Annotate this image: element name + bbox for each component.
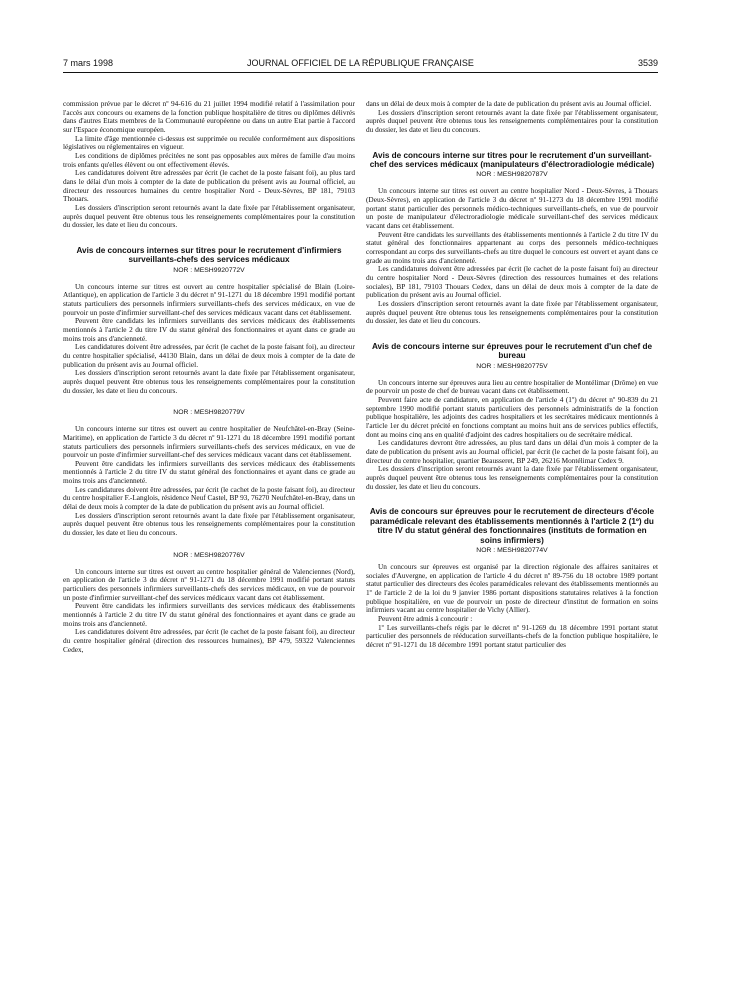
paragraph: dans un délai de deux mois à compter de la date de publication du présent avis au Journal officiel. bbox=[366, 99, 652, 108]
paragraph: Peuvent être candidats les infirmiers surveillants des services médicaux des établissements mentionnés à l'article 2 du titre IV du statut général des fonctionnaires et ayant dans ce grade au moins trois ans d'ancienneté. bbox=[63, 601, 355, 628]
paragraph: Les candidatures doivent être adressées, par écrit (le cachet de la poste faisant foi), au directeur du centre hospitalier spécialisé, 44130 Blain, dans un délai de deux mois à compter de la date de publication du présent avis au Journal officiel. bbox=[63, 342, 355, 369]
paragraph: commission prévue par le décret nº 94-616 du 21 juillet 1994 modifié relatif à l'assimilation pour l'accès aux concours ou examens de la fonction publique hospitalière de titres ou diplômes délivrés dans d'autres Etats membres de la Communauté européenne ou dans un autre Etat partie à l'accord sur l'Espace économique européen. bbox=[63, 99, 355, 134]
paragraph: Les dossiers d'inscription seront retournés avant la date fixée par l'établissement organisateur, auprès duquel peuvent être obtenus tous les renseignements complémentaires pour la constitution du dossier, les date et lieu du concours. bbox=[63, 202, 355, 230]
paragraph: Peuvent être candidats les surveillants des établissements mentionnés à l'article 2 du titre IV du statut général des fonctionnaires appartenant au corps des personnels médico-techniques correspondant au corps des surveillants-chefs au titre duquel le concours est ouvert et ayant dans ce grade au moins trois ans d'ancienneté. bbox=[366, 229, 658, 265]
paragraph: Les conditions de diplômes précitées ne sont pas opposables aux mères de famille d'au moins trois enfants qu'elles élèvent ou ont effectivement élevés. bbox=[63, 150, 355, 169]
nor-reference: NOR : MESH9820775V bbox=[476, 362, 548, 370]
journal-title: JOURNAL OFFICIEL DE LA RÉPUBLIQUE FRANÇAISE bbox=[247, 58, 474, 68]
paragraph: Un concours interne sur titres est ouvert au centre hospitalier spécialisé de Blain (Loire-Atlantique), en application de l'article 3 du décret nº 91-1271 du 18 décembre 1991 modifié portant statuts particuliers des personnels infirmiers surveillants-chefs des services médicaux, en vue de pourvoir un poste d'infirmier surveillant-chef des services médicaux vacant dans cet établissement. bbox=[63, 281, 355, 317]
header-date: 7 mars 1998 bbox=[63, 58, 114, 68]
paragraph: 1º Les surveillants-chefs régis par le décret nº 91-1269 du 18 décembre 1991 portant statut particulier des personnels de rééducation surveillants-chefs de la fonction publique hospitalière, le décret nº 91-1271 du 18 décembre 1991 portant statut particulier des bbox=[366, 622, 658, 649]
nor-reference: NOR : MESH9820779V bbox=[173, 409, 245, 417]
paragraph: Les dossiers d'inscription seront retournés avant la date fixée par l'établissement organisateur, auprès duquel peuvent être obtenus tous les renseignements complémentaires pour la constitution du dossier, les date et lieu du concours. bbox=[366, 107, 658, 134]
paragraph: Peuvent être admis à concourir : bbox=[378, 613, 473, 623]
paragraph: Un concours interne sur titres est ouvert au centre hospitalier général de Valenciennes (Nord), en application de l'article 3 du décret nº 91-1271 du 18 décembre 1991 modifié portant statuts particuliers des personnels infirmiers surveillants-chefs des services médicaux, en vue de pourvoir un poste d'infirmier surveillant-chef des services médicaux vacant dans cet établissement. bbox=[63, 566, 355, 602]
nor-reference: NOR : MESH9920772V bbox=[173, 266, 245, 274]
paragraph: Les candidatures doivent être adressées par écrit (le cachet de la poste faisant foi) au directeur du centre hospitalier Nord - Deux-Sèvres (direction des ressources humaines et des relations sociales), BP 181, 79103 Thouars Cedex, dans un délai de deux mois à compter de la date de publication du présent avis au Journal officiel. bbox=[366, 264, 658, 300]
paragraph: Un concours interne sur épreuves aura lieu au centre hospitalier de Montélimar (Drôme) en vue de pourvoir un poste de chef de bureau vacant dans cet établissement. bbox=[366, 377, 658, 396]
nor-reference: NOR : MESH9820787V bbox=[476, 171, 548, 179]
paragraph: Peuvent faire acte de candidature, en application de l'article 4 (1º) du décret nº 90-839 du 21 septembre 1990 modifié portant statuts particuliers des personnels administratifs de la fonction publique hospitalière, les adjoints des cadres hospitaliers et les secrétaires médicaux mentionnés à l'article 1er du décret précité en fonctions comptant au moins huit ans de services publics effectifs, dont au moins cinq ans en qualité d'adjoint des cadres hospitaliers ou de secrétaire médical. bbox=[366, 395, 658, 439]
nor-reference: NOR : MESH9820776V bbox=[173, 551, 245, 559]
notice-heading: Avis de concours interne sur épreuves pour le recrutement d'un chef de bureau bbox=[371, 341, 653, 361]
nor-reference: NOR : MESH9820774V bbox=[476, 546, 548, 554]
left-column bbox=[63, 100, 355, 654]
paragraph: Les candidatures doivent être adressées, par écrit (le cachet de la poste faisant foi), au directeur du centre hospitalier général (direction des ressources humaines), BP 479, 59322 Valenciennes Cedex, bbox=[63, 627, 355, 654]
header-rule bbox=[63, 72, 658, 73]
paragraph: Les dossiers d'inscription seront retournés avant la date fixée par l'établissement organisateur, auprès duquel peuvent être obtenus tous les renseignements complémentaires pour la constitution du dossier, les date et lieu du concours. bbox=[63, 368, 355, 395]
paragraph: Peuvent être candidats les infirmiers surveillants des services médicaux des établissements mentionnés à l'article 2 du titre IV du statut général des fonctionnaires et ayant dans ce grade au moins trois ans d'ancienneté. bbox=[63, 316, 355, 343]
paragraph: Un concours interne sur titres est ouvert au centre hospitalier de Neufchâtel-en-Bray (Seine-Maritime), en application de l'article 3 du décret nº 91-1271 du 18 décembre 1991 modifié portant statuts particuliers des personnels infirmiers surveillants-chefs des services médicaux, en vue de pourvoir un poste d'infirmier surveillant-chef des services médicaux vacant dans cet établissement. bbox=[63, 424, 355, 460]
paragraph: Les dossiers d'inscription seront retournés avant la date fixée par l'établissement organisateur, auprès duquel peuvent être obtenus tous les renseignements complémentaires pour la constitution du dossier, les date et lieu du concours. bbox=[366, 464, 658, 491]
paragraph: Un concours interne sur titres est ouvert au centre hospitalier Nord - Deux-Sèvres, à Thouars (Deux-Sèvres), en application de l'article 3 du décret nº 91-1273 du 18 décembre 1991 modifié portant statut particulier des personnels médico-techniques surveillants-chefs, en vue de pourvoir un poste de manipulateur d'électroradiologie médicale surveillant-chef des services médicaux vacant dans cet établissement. bbox=[366, 186, 658, 231]
paragraph: La limite d'âge mentionnée ci-dessus est supprimée ou reculée conformément aux dispositions législatives ou réglementaires en vigueur. bbox=[63, 133, 355, 152]
paragraph: Peuvent être candidats les infirmiers surveillants des services médicaux des établissements mentionnés à l'article 2 du titre IV du statut général des fonctionnaires et ayant dans ce grade au moins trois ans d'ancienneté. bbox=[63, 458, 355, 486]
right-column bbox=[366, 100, 658, 649]
paragraph: Les candidatures doivent être adressées par écrit (le cachet de la poste faisant foi), au plus tard dans le délai d'un mois à compter de la date de publication du présent avis au Journal officiel, au directeur des ressources humaines du centre hospitalier Nord - Deux-Sèvres, BP 181, 79103 Thouars. bbox=[63, 168, 355, 204]
notice-heading: Avis de concours interne sur titres pour le recrutement d'un surveillant-chef des services médicaux (manipulateurs d'électroradiologie médicale) bbox=[369, 150, 655, 170]
page-header bbox=[63, 58, 658, 70]
page-number: 3539 bbox=[637, 58, 658, 68]
notice-heading: Avis de concours sur épreuves pour le recrutement de directeurs d'école paramédicale relevant des établissements mentionnés à l'article 2 (1º) du titre IV du statut général des fonctionnaires (instituts de formation en soins infirmiers) bbox=[369, 507, 655, 545]
paragraph: Les candidatures doivent être adressées, par écrit (le cachet de la poste faisant foi), au directeur du centre hospitalier F.-Langlois, résidence Neuf Castel, BP 93, 76270 Neufchâtel-en-Bray, dans un délai de deux mois à compter de la date de publication du présent avis au Journal officiel. bbox=[63, 484, 355, 512]
paragraph: Les dossiers d'inscription seront retournés avant la date fixée par l'établissement organisateur, auprès duquel peuvent être obtenus tous les renseignements complémentaires pour la constitution du dossier, les date et lieu du concours. bbox=[366, 298, 658, 326]
paragraph: Les candidatures devront être adressées, au plus tard dans un délai d'un mois à compter de la date de publication du présent avis au Journal officiel, par écrit (le cachet de la poste faisant foi), au directeur du centre hospitalier, quartier Beausseret, BP 249, 26216 Montélimar Cedex 9. bbox=[366, 438, 658, 465]
paragraph: Les dossiers d'inscription seront retournés avant la date fixée par l'établissement organisateur, auprès duquel peuvent être obtenus tous les renseignements complémentaires pour la constitution du dossier, les date et lieu du concours. bbox=[63, 510, 355, 538]
paragraph: Un concours sur épreuves est organisé par la direction régionale des affaires sanitaires et sociales d'Auvergne, en application de l'article 4 du décret nº 89-756 du 18 octobre 1989 portant statut particulier des directeurs des écoles paramédicales relevant des établissements mentionnés au 1º de l'article 2 de la loi du 9 janvier 1986 portant dispositions statutaires relatives à la fonction publique hospitalière, en vue de pourvoir un poste de directeur d'institut de formation en soins infirmiers vacant au centre hospitalier de Vichy (Allier). bbox=[366, 561, 658, 615]
notice-heading: Avis de concours internes sur titres pour le recrutement d'infirmiers surveillants-chefs des services médicaux bbox=[76, 245, 342, 265]
